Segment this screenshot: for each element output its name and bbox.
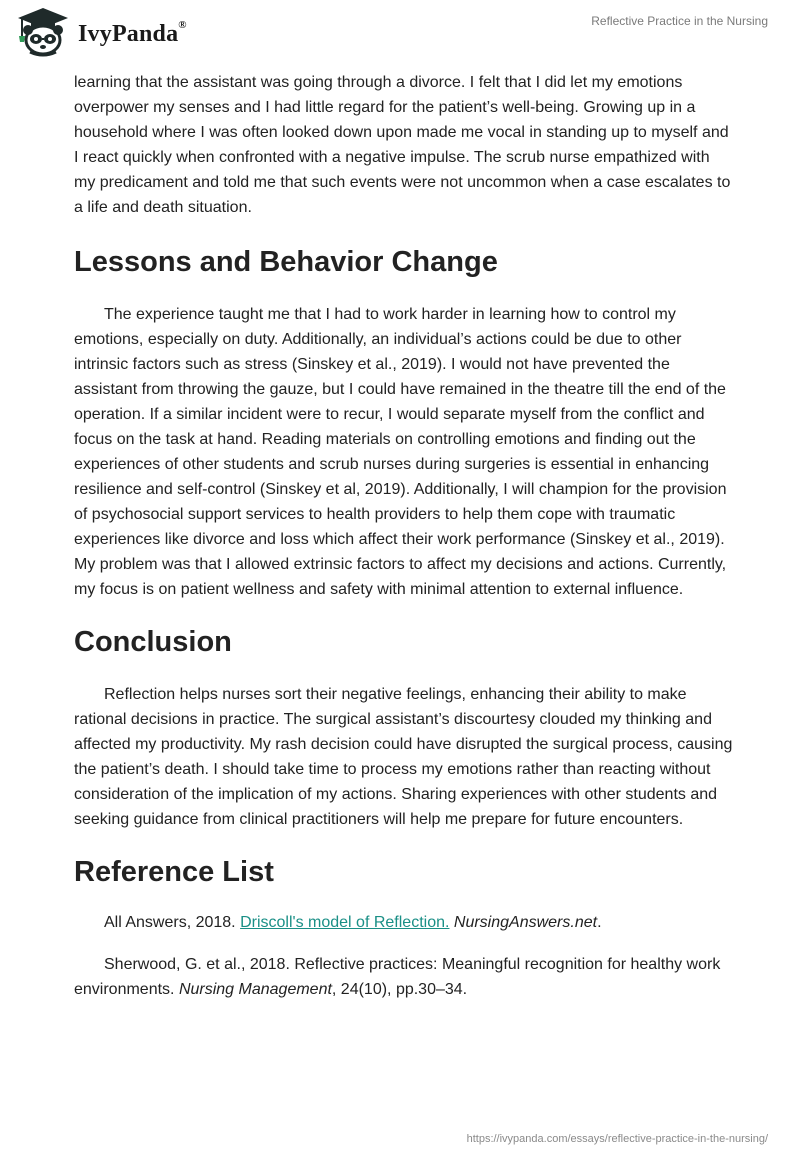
reference-item xyxy=(74,910,734,935)
footer-url: https://ivypanda.com/essays/reflective-practice-in-the-nursing/ xyxy=(466,1133,768,1145)
logo-wordmark: IvyPanda® xyxy=(78,18,187,47)
panda-graduate-icon xyxy=(14,6,72,58)
reference-source: Nursing Management xyxy=(178,981,332,998)
section-heading-lessons: Lessons and Behavior Change xyxy=(74,246,498,278)
references-heading: Reference List xyxy=(74,856,274,888)
reference-suffix: , 24(10), pp.30–34. xyxy=(331,981,468,998)
page-header xyxy=(0,0,800,66)
reference-prefix: All Answers, 2018. xyxy=(104,914,241,931)
reference-link[interactable]: Driscoll's model of Reflection. xyxy=(240,914,450,931)
section-paragraph-conclusion: Reflection helps nurses sort their negative feelings, enhancing their ability to make rational decisions in practice. The surgical assistant’s discourtesy clouded my thinking and affected my productivity. My rash decision could have disrupted the surgical process, causing the patient’s death. I should take time to process my emotions rather than reacting without consideration of the implication of my actions. Sharing experiences with other students and seeking guidance from clinical practitioners will help me prepare for future encounters. xyxy=(74,686,733,828)
document-title: Reflective Practice in the Nursing xyxy=(591,14,768,28)
reference-prefix: Sherwood, G. et al., 2018. Reflective practices: Meaningful recognition for healthy work environments. xyxy=(74,956,721,998)
registered-mark: ® xyxy=(178,18,187,31)
reference-suffix: . xyxy=(597,914,602,931)
ivypanda-logo[interactable] xyxy=(14,6,187,58)
intro-paragraph: learning that the assistant was going through a divorce. I felt that I did let my emotions overpower my senses and I had little regard for the patient’s well-being. Growing up in a household where I was often looked down upon made me vocal in standing up to myself and I react quickly when confronted with a negative impulse. The scrub nurse empathized with my predicament and told me that such events were not uncommon when a case escalates to a life and death situation. xyxy=(74,74,731,216)
reference-item xyxy=(74,952,734,1002)
essay-content xyxy=(74,70,734,1019)
section-paragraph-lessons: The experience taught me that I had to work harder in learning how to control my emotions, especially on duty. Additionally, an individual’s actions could be due to other intrinsic factors such as stress (Sinskey et al., 2019). I would not have prevented the assistant from throwing the gauze, but I could have remained in the theatre till the end of the operation. If a similar incident were to recur, I would separate myself from the conflict and focus on the task at hand. Reading materials on controlling emotions and finding out the experiences of other students and scrub nurses during surgeries is essential in enhancing resilience and self-control (Sinskey et al, 2019). Additionally, I will champion for the provision of psychosocial support services to health providers to help them cope with traumatic experiences like divorce and loss which affect their work performance (Sinskey et al., 2019). My problem was that I allowed extrinsic factors to affect my decisions and actions. Currently, my focus is on patient wellness and safety with minimal attention to external influence. xyxy=(74,306,727,598)
reference-source: NursingAnswers.net xyxy=(453,914,598,931)
section-heading-conclusion: Conclusion xyxy=(74,626,232,658)
